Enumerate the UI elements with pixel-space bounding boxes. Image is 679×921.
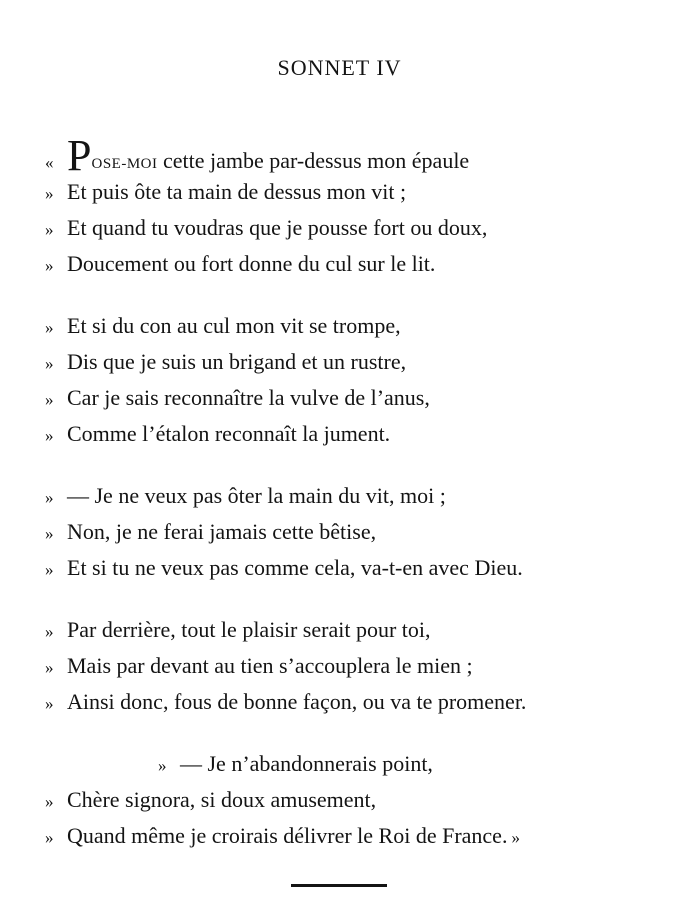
quote-mark: » xyxy=(45,560,54,579)
verse-text: Et si du con au cul mon vit se trompe, xyxy=(67,313,401,338)
verse-text: Car je sais reconnaître la vulve de l’anus, xyxy=(67,385,430,410)
quote-mark: » xyxy=(45,524,54,543)
verse-text: Comme l’étalon reconnaît la jument. xyxy=(67,421,391,446)
verse-text: Ainsi donc, fous de bonne façon, ou va te promener. xyxy=(67,689,527,714)
quote-mark: » xyxy=(45,488,54,507)
verse-line xyxy=(45,384,430,414)
verse-line xyxy=(45,822,520,852)
verse-text: Dis que je suis un brigand et un rustre, xyxy=(67,349,407,374)
quote-mark: » xyxy=(45,354,54,373)
verse-line xyxy=(45,482,446,512)
quote-mark: » xyxy=(45,694,54,713)
verse-text: cette jambe par-dessus mon épaule xyxy=(157,148,470,173)
sonnet-title: SONNET IV xyxy=(277,55,402,80)
verse-text: Et puis ôte ta main de dessus mon vit ; xyxy=(67,179,407,204)
quote-mark: » xyxy=(45,622,54,641)
verse-line xyxy=(45,652,473,682)
verse-text: Et quand tu voudras que je pousse fort ou doux, xyxy=(67,215,488,240)
verse-line xyxy=(45,554,523,584)
quote-mark: » xyxy=(45,426,54,445)
verse-text: Mais par devant au tien s’accouplera le mien ; xyxy=(67,653,473,678)
verse-text: Non, je ne ferai jamais cette bêtise, xyxy=(67,519,377,544)
quote-mark: » xyxy=(45,828,54,847)
verse-line xyxy=(45,214,487,244)
verse-line xyxy=(45,312,401,342)
quote-mark: » xyxy=(45,318,54,337)
end-rule xyxy=(291,884,387,887)
quote-mark: « xyxy=(45,153,54,172)
quote-mark: » xyxy=(158,756,167,775)
verse-text: Doucement ou fort donne du cul sur le lit. xyxy=(67,251,436,276)
verse-line xyxy=(45,786,376,816)
verse-text: Chère signora, si doux amusement, xyxy=(67,787,377,812)
verse-line xyxy=(45,688,526,718)
verse-line xyxy=(45,131,470,180)
quote-mark: » xyxy=(45,390,54,409)
verse-line xyxy=(45,178,406,208)
verse-text: Et si tu ne veux pas comme cela, va-t-en avec Dieu. xyxy=(67,555,523,580)
quote-mark-close: » xyxy=(511,828,520,847)
drop-cap: P xyxy=(67,131,92,180)
quote-mark: » xyxy=(45,220,54,239)
quote-mark: » xyxy=(45,792,54,811)
verse-line xyxy=(45,420,390,450)
verse-line xyxy=(45,616,431,646)
quote-mark: » xyxy=(45,658,54,677)
verse-text: Quand même je croirais délivrer le Roi de France. xyxy=(67,823,508,848)
verse-text: Par derrière, tout le plaisir serait pour toi, xyxy=(67,617,431,642)
small-caps-text: OSE-MOI xyxy=(91,156,158,172)
quote-mark: » xyxy=(45,184,54,203)
verse-line xyxy=(45,348,406,378)
verse-line xyxy=(45,518,376,548)
verse-text: — Je n’abandonnerais point, xyxy=(180,751,433,776)
verse-line xyxy=(158,750,433,780)
verse-text: — Je ne veux pas ôter la main du vit, moi ; xyxy=(67,483,446,508)
verse-line xyxy=(45,250,435,280)
quote-mark: » xyxy=(45,256,54,275)
